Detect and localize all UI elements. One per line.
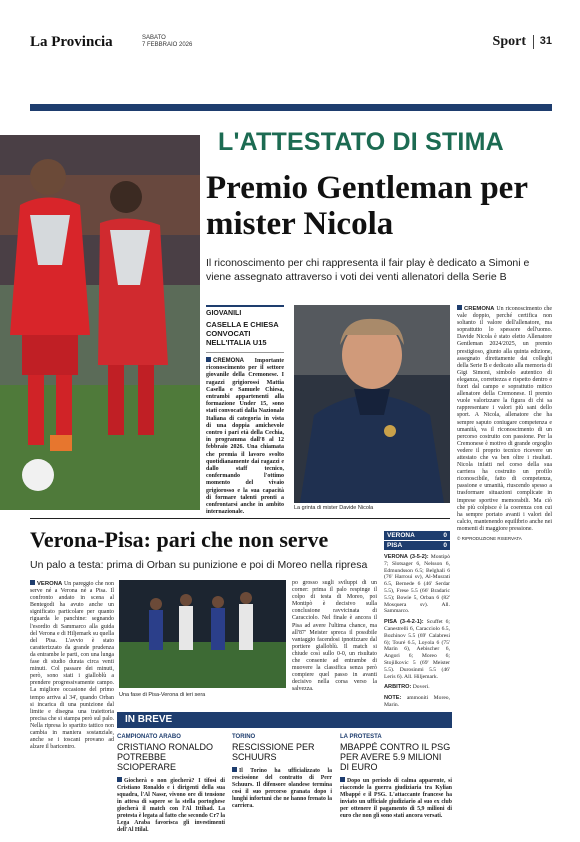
brief-item: [117, 734, 225, 834]
bullet-square-icon: [457, 305, 462, 310]
match-article-column-1: [30, 580, 114, 751]
referee-label: ARBITRO:: [384, 684, 412, 691]
divider: [533, 35, 534, 49]
brief-label: CAMPIONATO ARABO: [117, 734, 181, 740]
brief-text: Dopo un periodo di calma apparente, si riaccende la guerra giudiziaria tra Kylian Mbappé e il PSG. L'attaccante francese ha inviato un ufficiale giudiziario al suo ex club per ottenere il pagamento di 5,9 milioni di euro che non gli sono stati ancora versati.: [340, 778, 452, 819]
match-scorebox: [384, 531, 450, 709]
bullet-square-icon: [117, 777, 122, 782]
referee-name: Doveri.: [412, 684, 430, 691]
brief-headline: RESCISSIONE PER SCHUURS: [232, 742, 315, 762]
notes-label: NOTE:: [384, 695, 402, 702]
copyright-note: © RIPRODUZIONE RISERVATA: [457, 536, 522, 541]
issue-date-text: 7 FEBBRAIO 2026: [142, 42, 193, 48]
lineup-text: Scuffet 6; Canestrelli 6, Caracciolo 6.5, Bozhinov 5.5 (69' Calabresi 6); Touré 6.5, Loyola 6 (75' Marin 6), Aebischer 6, Angori 6; Moreo 6; Stojilkovic 5 (69' Meister 5.5). Durosinmi 5.5 (46' Leris 6). All. Hiljemark.: [384, 619, 450, 680]
youth-sidebar: [206, 305, 284, 516]
main-headline: Premio Gentleman per mister Nicola: [206, 170, 528, 242]
notes-text: ammoniti Moreo, Marin.: [384, 695, 450, 708]
issue-date: [142, 35, 192, 49]
newspaper-name: La Provincia: [30, 34, 113, 50]
brief-headline: MBAPPÉ CONTRO IL PSG PER AVERE 5.9 MILIONI DI EURO: [340, 742, 451, 772]
notes-line: [384, 695, 450, 709]
bullet-square-icon: [30, 580, 35, 585]
sidebar-subtitle: CASELLA E CHIESA CONVOCATI NELL'ITALIA U15: [206, 320, 284, 353]
article-text: Un riconoscimento che vale doppio, perché certifica non soltanto il valore dell'allenatore, ma soprattutto lo spessore dell'uomo. Davide Nicola è stato eletto Allenatore Gentleman 2024/2025, un premio prestigioso, giunto alla quinta edizione, assegnato direttamente dai colleghi della Serie B e dedicato alla memoria di Gigi Simoni, simbolo autentico di eleganza, correttezza e rispetto dentro e fuori dal campo e soprattutto mitico allenatore della Cremonese. Il premio vuole valorizzare la figura di chi sa rappresentare i valori più sani dello sport. A Nicola, allenatore che ha sempre saputo coniugare competenza e umanità, va il riconoscimento di un percorso costruito con passione. Per la Cremonese è motivo di grande orgoglio vedere il proprio tecnico ricevere un attestato che va ben oltre i risultati. Nicola infatti nel corso della sua carriera ha costruito un profilo riconoscibile, fatto di competenza, passione e umanità, riuscendo spesso a trasformare situazioni complicate in imprese sportive memorabili. Ma ciò che più colpisce è la coerenza con cui ha sempre portato avanti i valori del calcio, mantenendo equilibrio anche nei momenti di maggiore pressione.: [457, 306, 552, 532]
brief-text: Il Torino ha ufficializzato la rescissione del contratto di Perr Schuurs. Il difensore olandese termina così il suo percorso granata dopo i lunghi infortuni che ne hanno frenato la carriera.: [232, 768, 332, 809]
issue-day: SABATO: [142, 35, 166, 41]
team-name: PISA: [387, 542, 403, 549]
brief-text: Giocherà o non giocherà? I tifosi di Cristiano Ronaldo e i dirigenti della sua squadra, l'Al Nassr, vivono ore di tensione in attesa di sapere se la stella portoghese giocherà il match con l'Al Ittihad. La protesta è legata al fatto che secondo Cr7 la Lega Araba favorisca gli investimenti dell'Al Hilal.: [117, 778, 225, 833]
coach-photo-caption: La grinta di mister Davide Nicola: [294, 505, 374, 511]
bullet-square-icon: [340, 777, 345, 782]
brief-item: [340, 734, 452, 820]
sidebar-text: Importante riconoscimento per il settore giovanile della Cremonese. I ragazzi grigiorossi Mattia Casella e Samuele Chiesa, entrambi appartenenti alla formazione Under 15, sono stati convocati dalla Nazionale Italiana di categoria in vista di una doppia amichevole contro i pari età della Cechia, in programma dall'8 al 12 febbraio 2026. Una chiamata che premia il lavoro svolto quotidianamente dai ragazzi e dallo staff tecnico, confermando l'ottimo momento del vivaio grigiorosso e la sua capacità di formare talenti pronti a confrontarsi anche in ambito internazionale.: [206, 358, 284, 516]
sidebar-title: GIOVANILI: [206, 305, 284, 318]
lineup-pisa: [384, 619, 450, 680]
sidebar-body: [206, 357, 284, 516]
lineup-verona: [384, 554, 450, 615]
match-headline: Verona-Pisa: pari che non serve: [30, 527, 329, 552]
lineup-text: Montipò 7; Slotsager 6, Nelsson 6, Edmundsson 6.5; Belghali 6 (76' Harroui sv), Al-Musrati 6.5, Bernede 6 (46' Serdar 5.5), Frese 5.5 (66' Bradaric 5.5); Bowie 5, Orban 6 (82' Mosquera sv). All. Sammarco.: [384, 554, 450, 615]
score-row-home: [384, 531, 450, 540]
kicker: L'ATTESTATO DI STIMA: [218, 128, 504, 156]
brief-body: [340, 777, 452, 820]
match-text-1: Un pareggio che non serve né a Verona né a Pisa. Il confronto andato in scena al Bentegodi ha avuto anche un significato particolare per quanto riguarda le panchine: segnando l'esordio di Sammarco alla guida del Verona e di Hiljemark su quella del Pisa. L'avvio è stato caratterizzato da grande prudenza da entrambe le parti, con una lunga fase di studio durata circa venti minuti. Col passare dei minuti, però, sono stati i gialloblù a prendere progressivamente campo. La migliore occasione del primo tempo arriva al 34', quando Orban si incarica di una punizione dal limite e disegna una traiettoria precisa che si stampa però sul palo. Nella ripresa lo spartito tattico non cambia in maniera sostanziale, anche se i toscani provano ad alzare il baricentro.: [30, 581, 114, 751]
score-row-away: [384, 541, 450, 550]
brief-body: [117, 777, 225, 834]
masthead: [30, 34, 552, 54]
match-article-column-2: po grosso sugli sviluppi di un corner: prima il palo respinge il colpo di testa di Moreo, poi Montipò è decisivo sulla conclusione ravvicinata di Caracciolo. Nel finale è ancora il Pisa ad avere l'ultima chance, ma all'87' Meister spreca il possibile vantaggio facendosi ipnotizzare dal portiere gialloblù. Il match si chiude così sullo 0-0, un risultato che consente ad entrambe di muovere la classifica senza però compiere quel passo in avanti decisivo nella corsa verso la salvezza.: [292, 580, 377, 693]
sidebar-location: CREMONA: [213, 358, 244, 364]
article-location: CREMONA: [464, 306, 495, 312]
lineup-label: PISA (3-4-2-1):: [384, 619, 424, 626]
brief-label: LA PROTESTA: [340, 734, 382, 740]
bullet-square-icon: [206, 357, 211, 362]
referee-line: [384, 684, 450, 691]
match-location: VERONA: [37, 581, 63, 587]
team-goals: 0: [443, 542, 447, 549]
header-rule: [30, 104, 552, 111]
briefs-banner: [117, 712, 452, 728]
briefs-title: IN BREVE: [125, 714, 173, 725]
match-photo-caption: Una fase di Pisa-Verona di ieri sera: [119, 692, 206, 698]
players-photo: [0, 135, 200, 510]
brief-item: [232, 734, 332, 810]
match-standfirst: Un palo a testa: prima di Orban su punizione e poi di Moreo nella ripresa: [30, 559, 368, 571]
bullet-square-icon: [232, 767, 237, 772]
team-name: VERONA: [387, 532, 415, 539]
main-article-column: [457, 305, 552, 542]
team-goals: 0: [443, 532, 447, 539]
lineup-label: VERONA (3-5-2):: [384, 554, 429, 560]
brief-headline: CRISTIANO RONALDO POTREBBE SCIOPERARE: [117, 742, 214, 772]
section-name: Sport: [492, 34, 526, 49]
main-standfirst: Il riconoscimento per chi rappresenta il fair play è dedicato a Simoni e viene assegnato attraverso i voti dei venti allenatori della Serie B: [206, 257, 530, 283]
brief-label: TORINO: [232, 734, 256, 740]
brief-body: [232, 767, 332, 810]
page-number: 31: [539, 35, 552, 47]
section-divider: [30, 518, 450, 519]
coach-photo: [294, 305, 450, 503]
match-photo: [119, 580, 286, 688]
